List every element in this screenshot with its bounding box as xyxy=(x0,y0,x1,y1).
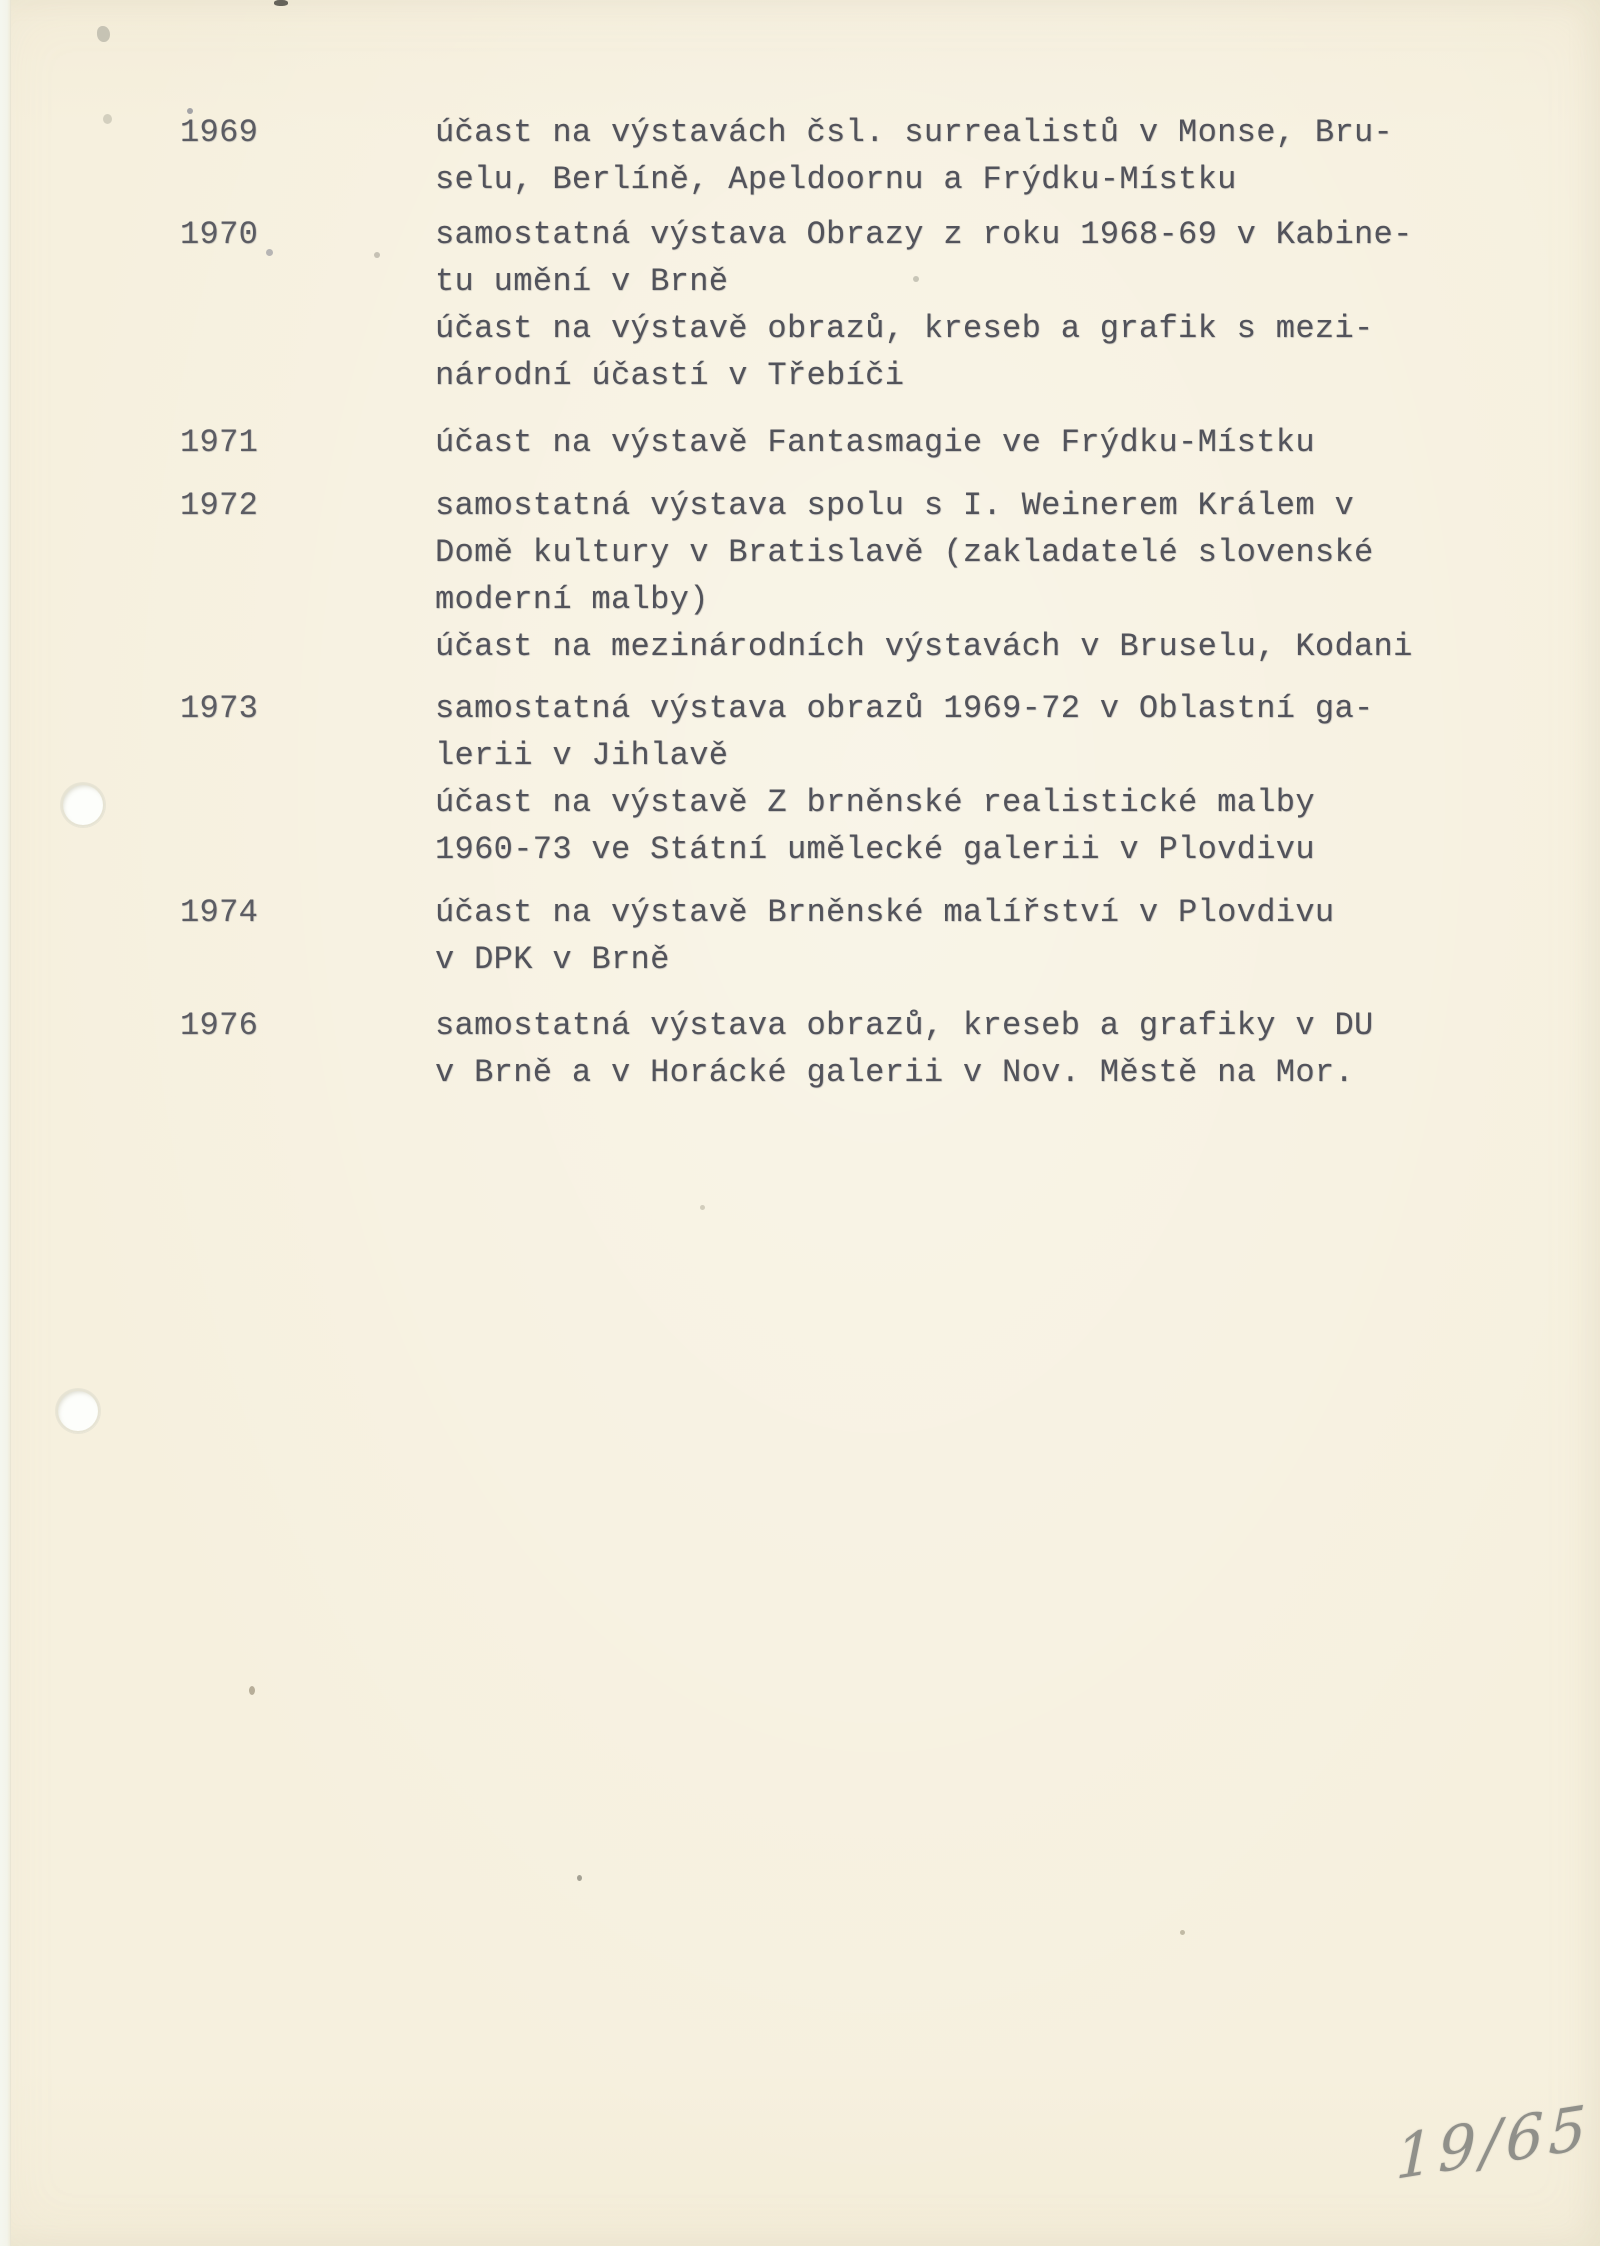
entry-line: selu, Berlíně, Apeldoornu a Frýdku-Místku xyxy=(435,161,1237,198)
year-label: 1971 xyxy=(180,424,259,461)
entry-line: tu umění v Brně xyxy=(435,263,729,300)
entry-line: samostatná výstava obrazů 1969-72 v Oblastní ga- xyxy=(435,690,1374,727)
year-label: 1972 xyxy=(180,487,259,524)
entry-text xyxy=(435,889,1545,983)
year-label: 1973 xyxy=(180,690,259,727)
entry-line: účast na mezinárodních výstavách v Bruselu, Kodani xyxy=(435,628,1413,665)
year-label: 1970 xyxy=(180,216,259,253)
entry-line: v DPK v Brně xyxy=(435,941,670,978)
entry-text xyxy=(435,482,1545,670)
entry-line: účast na výstavě Brněnské malířství v Plovdivu xyxy=(435,894,1335,931)
entry-line: lerii v Jihlavě xyxy=(435,737,729,774)
year-label: 1974 xyxy=(180,894,259,931)
entry-line: samostatná výstava Obrazy z roku 1968-69 v Kabine- xyxy=(435,216,1413,253)
entry-line: účast na výstavě Fantasmagie ve Frýdku-Místku xyxy=(435,424,1315,461)
handwritten-page-number: 19/65 xyxy=(1395,2091,1592,2194)
entry-line: Domě kultury v Bratislavě (zakladatelé slovenské xyxy=(435,534,1374,571)
entry-text xyxy=(435,109,1545,203)
entry-line: účast na výstavě obrazů, kreseb a grafik s mezi- xyxy=(435,310,1374,347)
entry-line: samostatná výstava spolu s I. Weinerem Králem v xyxy=(435,487,1354,524)
year-label: 1969 xyxy=(180,114,259,151)
entry-line: 1960-73 ve Státní umělecké galerii v Plovdivu xyxy=(435,831,1315,868)
entry-text xyxy=(435,211,1545,399)
entry-text xyxy=(435,419,1545,466)
year-label: 1976 xyxy=(180,1007,259,1044)
entry-line: účast na výstavách čsl. surrealistů v Monse, Bru- xyxy=(435,114,1394,151)
entry-line: národní účastí v Třebíči xyxy=(435,357,905,394)
entry-line: moderní malby) xyxy=(435,581,709,618)
entry-line: v Brně a v Horácké galerii v Nov. Městě na Mor. xyxy=(435,1054,1354,1091)
entry-text xyxy=(435,1002,1545,1096)
entry-line: účast na výstavě Z brněnské realistické malby xyxy=(435,784,1315,821)
entry-line: samostatná výstava obrazů, kreseb a grafiky v DU xyxy=(435,1007,1374,1044)
entry-text xyxy=(435,685,1545,873)
